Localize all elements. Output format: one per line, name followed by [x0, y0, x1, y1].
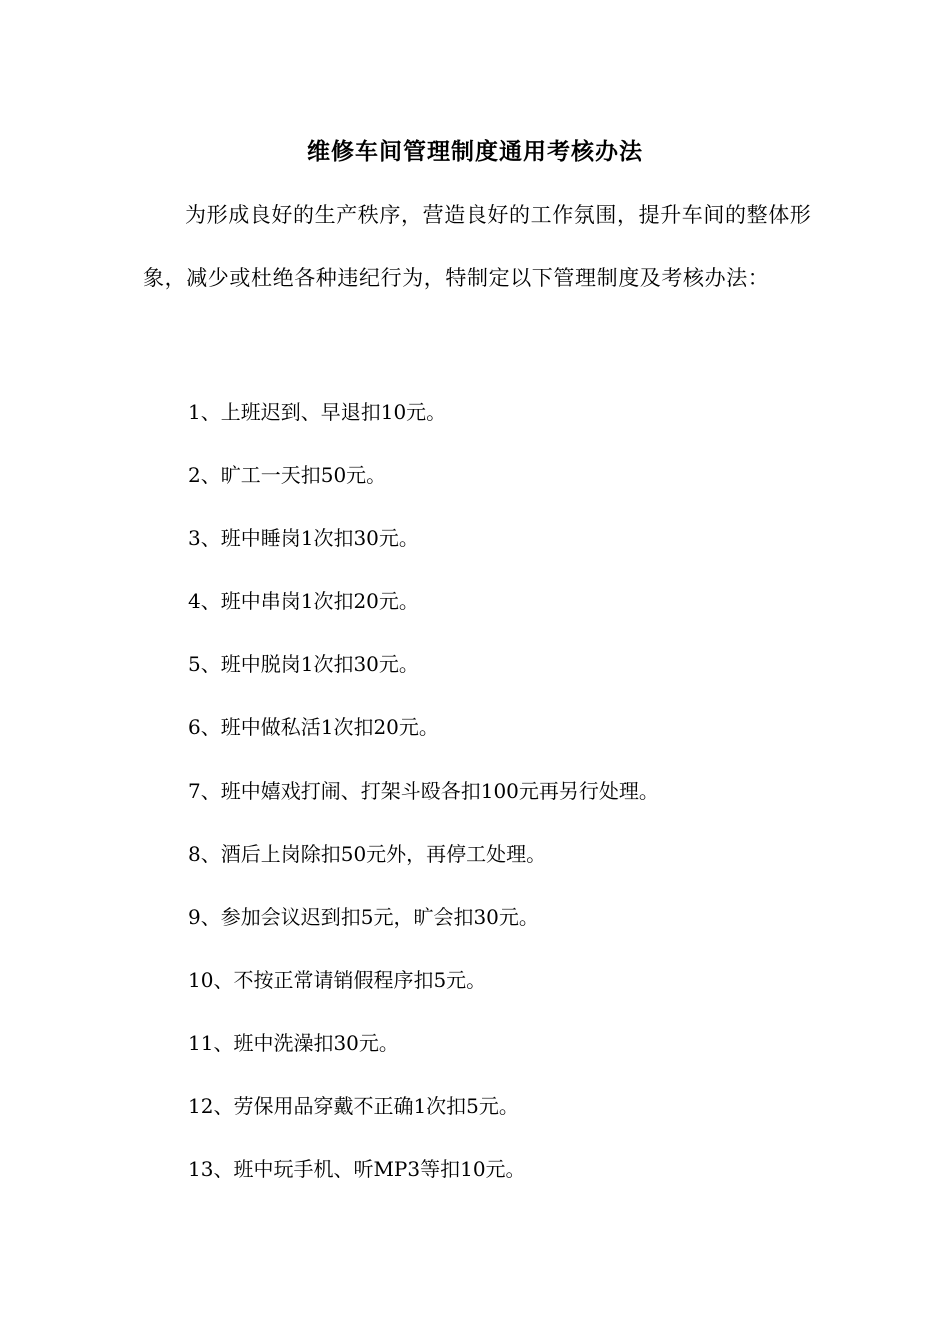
rule-item: 4、班中串岗1次扣20元。	[188, 589, 419, 614]
rule-item: 6、班中做私活1次扣20元。	[188, 715, 439, 740]
rule-item: 1、上班迟到、早退扣10元。	[188, 400, 447, 424]
rule-item: 13、班中玩手机、听MP3等扣10元。	[188, 1157, 526, 1182]
rule-item: 10、不按正常请销假程序扣5元。	[188, 967, 487, 992]
rules-list	[188, 396, 659, 1216]
rule-item: 2、旷工一天扣50元。	[188, 463, 387, 488]
rule-item: 7、班中嬉戏打闹、打架斗殴各扣100元再另行处理。	[188, 778, 659, 803]
rule-item: 9、参加会议迟到扣5元，旷会扣30元。	[188, 904, 539, 929]
intro-paragraph: 为形成良好的生产秩序，营造良好的工作氛围，提升车间的整体形象，减少或杜绝各种违纪行为，特制定以下管理制度及考核办法：	[143, 203, 812, 290]
rule-item: 12、劳保用品穿戴不正确1次扣5元。	[188, 1094, 519, 1119]
rule-item: 11、班中洗澡扣30元。	[188, 1030, 399, 1055]
document-title: 维修车间管理制度通用考核办法	[307, 138, 643, 165]
rule-item: 3、班中睡岗1次扣30元。	[188, 526, 419, 551]
rule-item: 5、班中脱岗1次扣30元。	[188, 652, 419, 677]
rule-item: 8、酒后上岗除扣50元外，再停工处理。	[188, 841, 547, 866]
